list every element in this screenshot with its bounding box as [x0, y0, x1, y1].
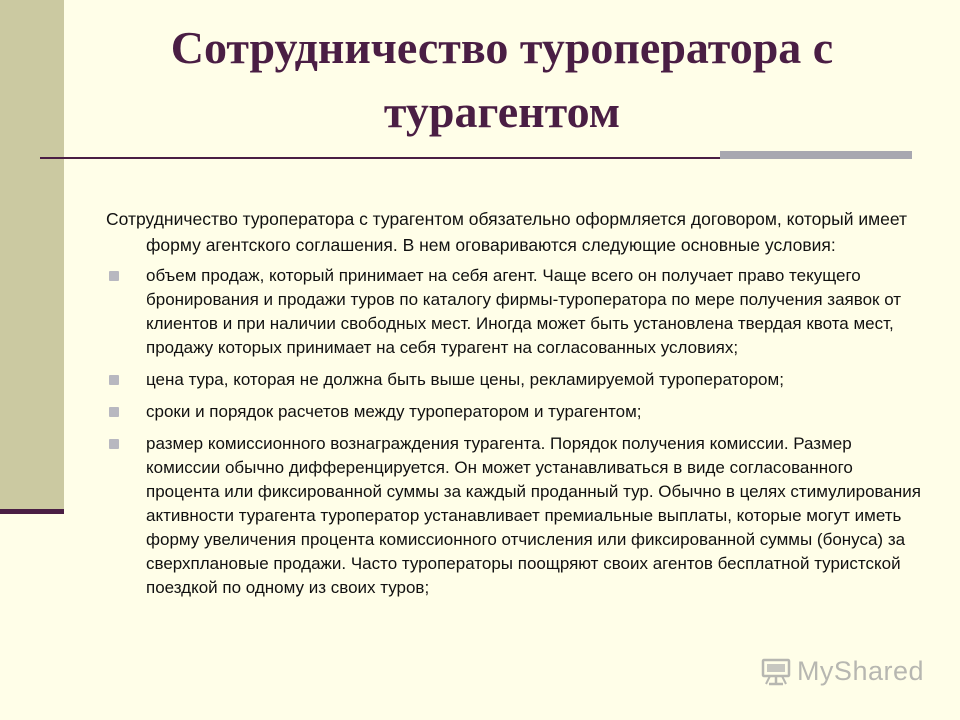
list-item-text: объем продаж, который принимает на себя агент. Чаще всего он получает право текущего бронирования и продажи туров по каталогу фирмы-туроператора по мере получения заявок от клиентов и при наличии свободных мест. Иногда может быть установлена твердая квота мест, продажу которых принимает на себя турагент на согласованных условиях;: [146, 266, 902, 357]
presentation-board-icon: [761, 657, 791, 687]
list-item-text: цена тура, которая не должна быть выше цены, рекламируемой туроператором;: [146, 370, 784, 389]
square-bullet-icon: [109, 375, 119, 385]
list-item-text: размер комиссионного вознаграждения турагента. Порядок получения комиссии. Размер комиссии обычно дифференцируется. Он может устанавливаться в виде согласованного процента или фиксированной суммы за каждый проданный тур. Обычно в целях стимулирования активности турагента туроператор устанавливает премиальные выплаты, которые могут иметь форму увеличения процента комиссионного отчисления или фиксированной суммы (бонуса) за сверхплановые продажи. Часто туроператоры поощряют своих агентов бесплатной туристской поездкой по одному из своих туров;: [146, 434, 921, 597]
square-bullet-icon: [109, 407, 119, 417]
list-item-text: сроки и порядок расчетов между туроператором и турагентом;: [146, 402, 642, 421]
left-accent-bar: [0, 0, 64, 512]
watermark-text: MyShared: [796, 656, 924, 686]
square-bullet-icon: [109, 439, 119, 449]
intro-paragraph: Сотрудничество туроператора с турагентом обязательно оформляется договором, который имеет форму агентского соглашения. В нем оговариваются следующие основные условия:: [106, 209, 908, 255]
square-bullet-icon: [109, 271, 119, 281]
left-accent-bar-cap: [0, 509, 64, 514]
list-item: [106, 264, 926, 360]
list-item: [106, 400, 926, 424]
list-item: [106, 368, 926, 392]
list-item: [106, 432, 926, 600]
watermark: [761, 656, 924, 687]
title-divider-accent: [720, 151, 912, 159]
slide-body: [106, 206, 926, 608]
bullet-list: [106, 264, 926, 600]
slide-title: Сотрудничество туроператора с турагентом: [170, 22, 834, 137]
